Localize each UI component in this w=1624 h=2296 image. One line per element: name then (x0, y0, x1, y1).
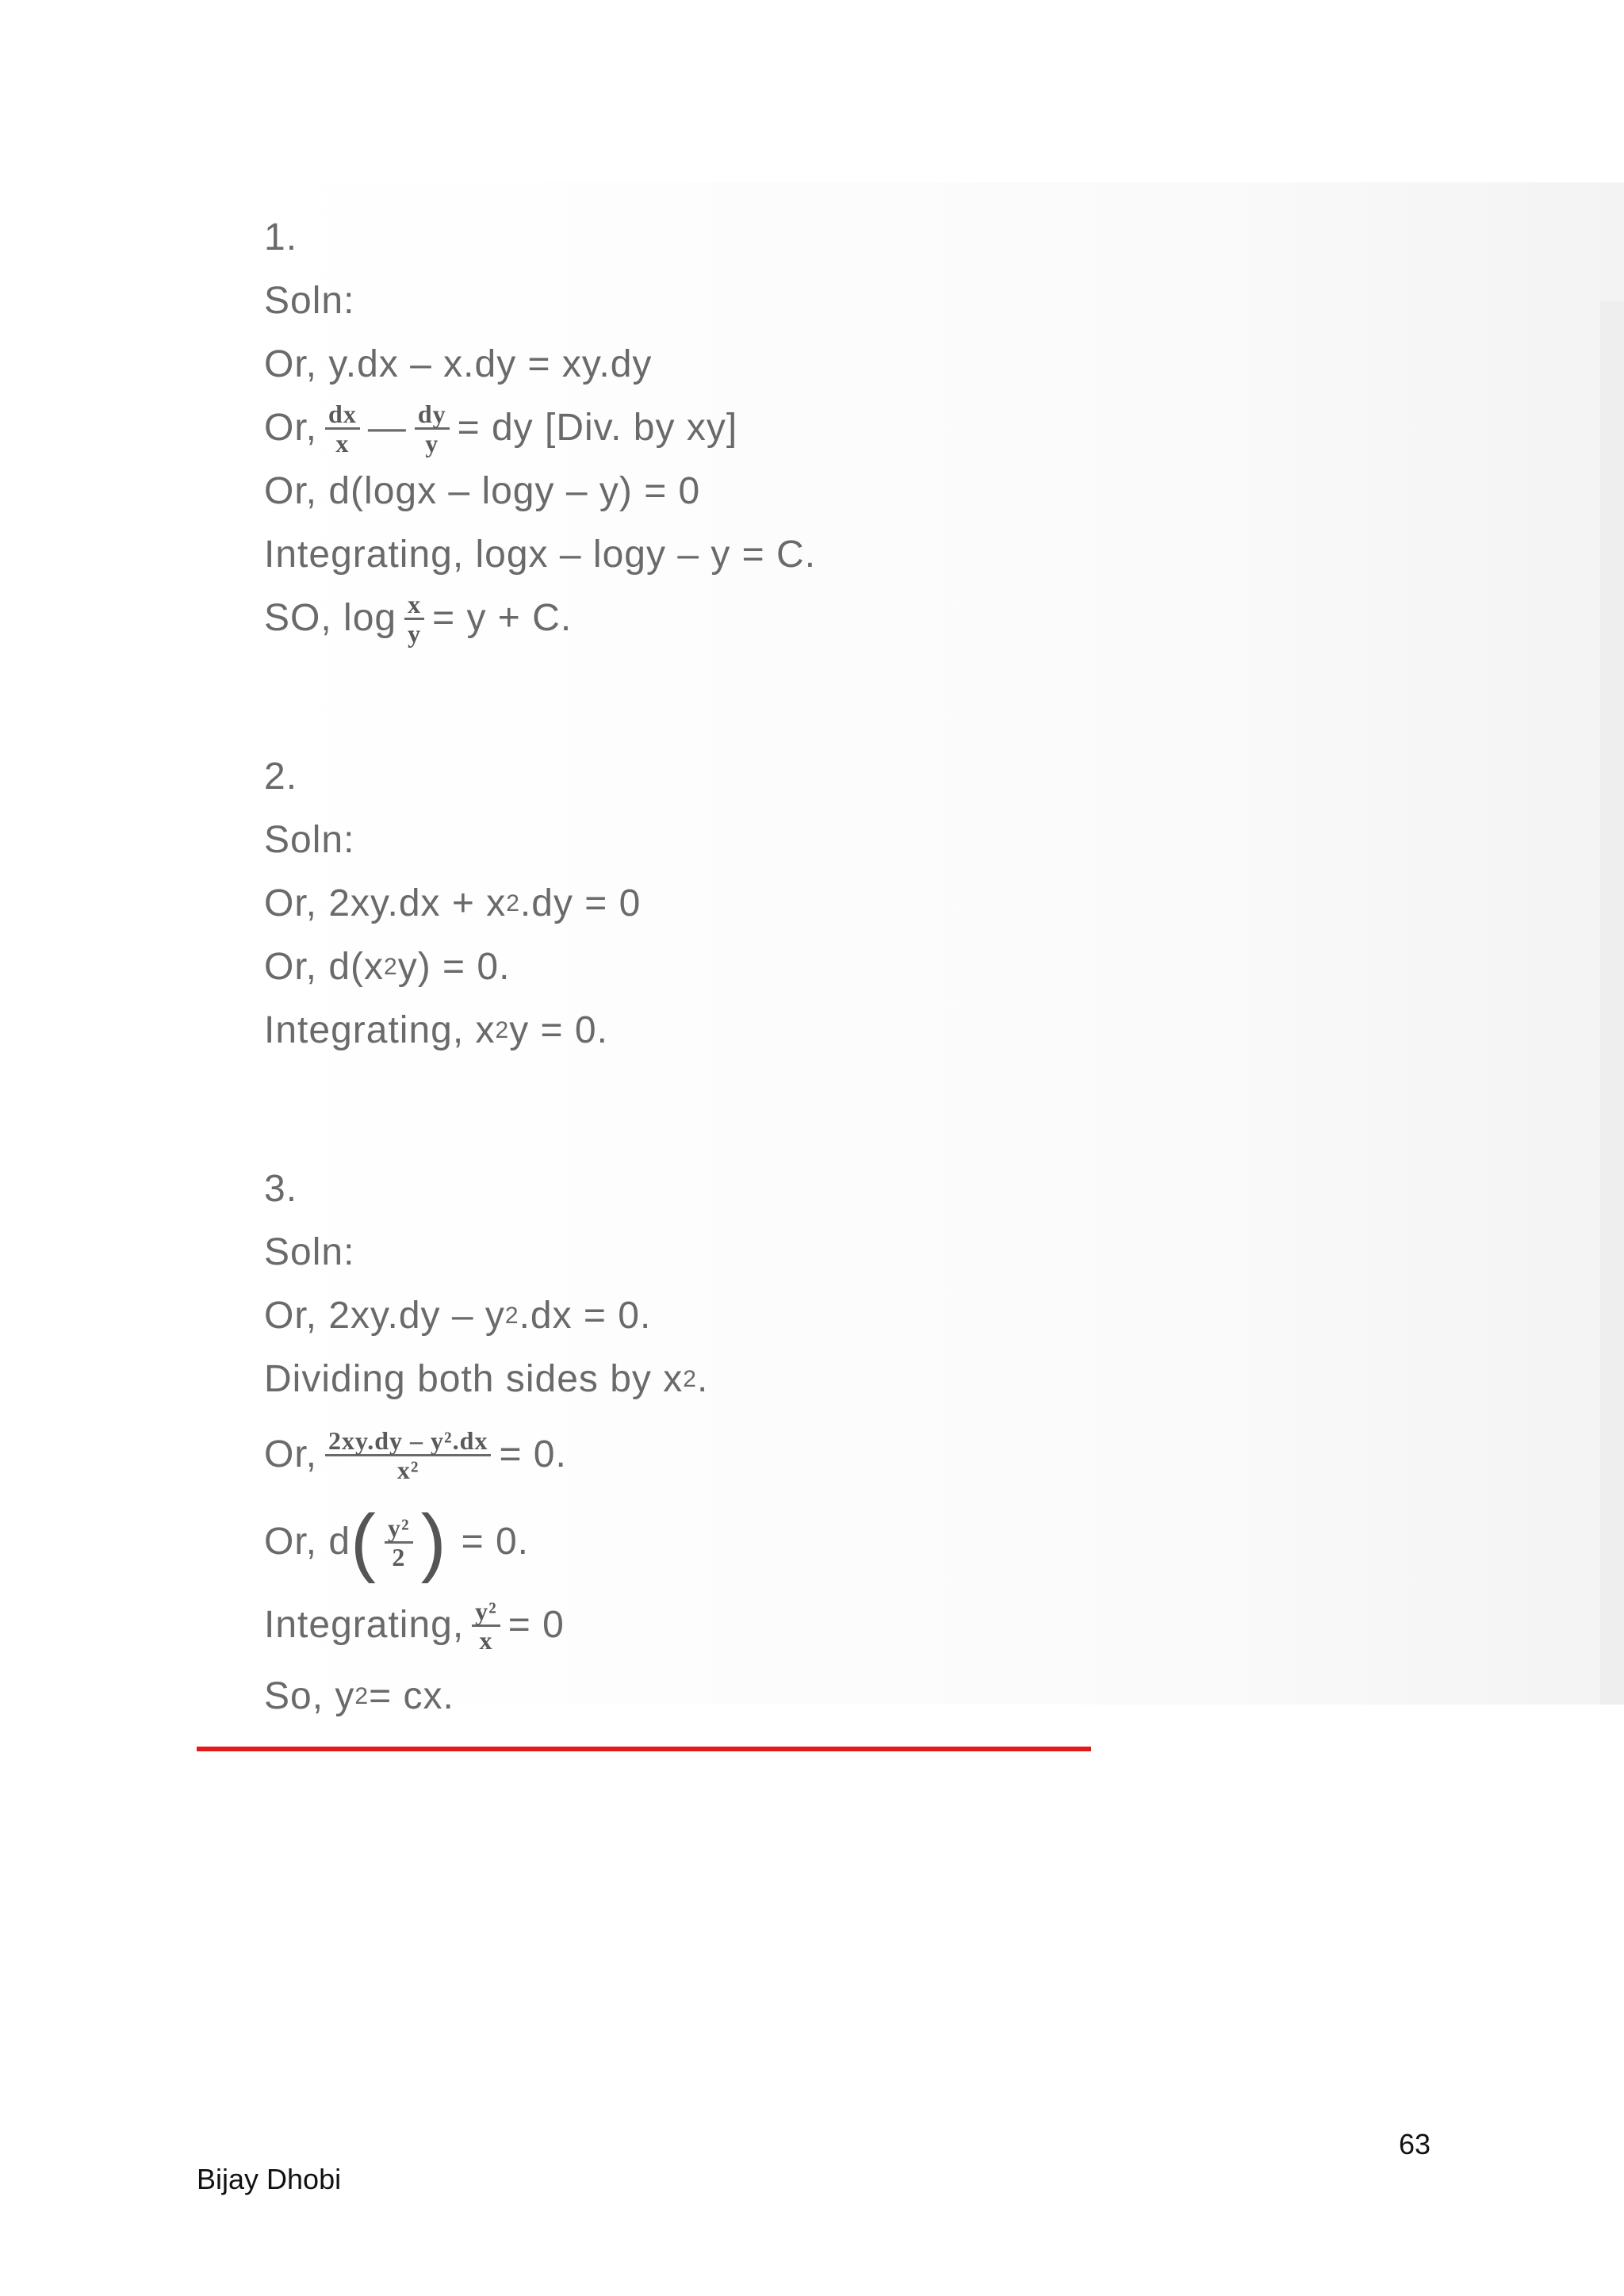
fraction-denominator: y (408, 618, 422, 648)
fraction-denominator: x² (396, 1455, 419, 1484)
fraction-numerator: x (404, 591, 424, 620)
section-gap (264, 650, 816, 745)
page-number: 63 (1399, 2128, 1431, 2160)
problem3-line5-suffix: = 0 (508, 1604, 565, 1646)
problem3-soln-label: Soln: (264, 1231, 355, 1273)
fraction-dx-over-x (325, 400, 360, 457)
problem3-line4-suffix: = 0. (461, 1521, 529, 1563)
fraction-denominator: 2 (392, 1542, 406, 1571)
problem2-line1-text: Or, 2xy.dx + x (264, 882, 507, 924)
problem3-line4-prefix: Or, d (264, 1521, 351, 1563)
problem1-line5 (264, 587, 816, 650)
problem1-line2 (264, 396, 816, 460)
fraction-expression-over-x-squared (325, 1427, 491, 1483)
problem3-line5 (264, 1586, 816, 1665)
right-parenthesis: ) (420, 1499, 447, 1584)
problem3-line1: Or, 2xy.dy – y 2 .dx = 0. (264, 1284, 816, 1348)
fraction-numerator: y² (472, 1598, 500, 1627)
fraction-denominator: x (479, 1625, 493, 1655)
problem1-line5-suffix: = y + C. (432, 597, 573, 639)
problem2-line3: Integrating, x 2 y = 0. (264, 999, 816, 1062)
problem3-line2-text: Dividing both sides by x (264, 1358, 684, 1400)
problem2-line1: Or, 2xy.dx + x 2 .dy = 0 (264, 872, 816, 936)
problem3-line3-suffix: = 0. (499, 1433, 567, 1475)
problem3-line6-text-end: = cx. (369, 1675, 454, 1717)
problem3-number: 3. (264, 1168, 298, 1210)
left-parenthesis: ( (350, 1499, 377, 1584)
problem1-line1: Or, y.dx – x.dy = xy.dy (264, 343, 653, 385)
problem2-line3-text: Integrating, x (264, 1009, 496, 1051)
problem1-number: 1. (264, 216, 298, 258)
fraction-numerator: dx (325, 400, 360, 430)
panel-edge (1600, 301, 1624, 1705)
fraction-x-over-y (404, 591, 424, 647)
problem3-line4 (264, 1498, 816, 1586)
fraction-numerator: 2xy.dy – y².dx (325, 1427, 491, 1456)
problem3-line6: So, y 2 = cx. (264, 1665, 816, 1728)
problem2-soln-label: Soln: (264, 819, 355, 861)
problem1-line3: Or, d(logx – logy – y) = 0 (264, 470, 701, 512)
solutions-content (264, 206, 816, 1728)
problem3-line2-text-end: . (696, 1358, 709, 1400)
problem1-line2-prefix: Or, (264, 407, 318, 449)
problem3-line2: Dividing both sides by x 2 . (264, 1348, 816, 1411)
fraction-y-squared-over-x (472, 1598, 500, 1654)
red-divider-line (197, 1747, 1091, 1751)
problem2-line2: Or, d(x 2 y) = 0. (264, 936, 816, 999)
problem3-line5-prefix: Integrating, (264, 1604, 465, 1646)
problem1-line4: Integrating, logx – logy – y = C. (264, 534, 817, 576)
section-gap (264, 1062, 816, 1158)
problem3-line6-text: So, y (264, 1675, 355, 1717)
problem2-number: 2. (264, 756, 298, 798)
fraction-dy-over-y (415, 400, 450, 457)
problem2-line2-text: Or, d(x (264, 946, 385, 988)
author-name: Bijay Dhobi (197, 2163, 342, 2195)
fraction-denominator: y (425, 428, 439, 457)
problem1-soln-label: Soln: (264, 280, 355, 322)
fraction-numerator: y² (385, 1514, 413, 1544)
problem2-line1-text-end: .dy = 0 (519, 882, 642, 924)
problem3-line1-text-end: .dx = 0. (519, 1295, 652, 1337)
problem1-line5-prefix: SO, log (264, 597, 397, 639)
problem3-line1-text: Or, 2xy.dy – y (264, 1295, 505, 1337)
fraction-numerator: dy (415, 400, 450, 430)
problem2-line2-text-end: y) = 0. (397, 946, 511, 988)
problem3-line3-prefix: Or, (264, 1433, 318, 1475)
problem1-line2-suffix: = dy [Div. by xy] (457, 407, 738, 449)
minus-sign: — (367, 407, 407, 449)
fraction-y-squared-over-2 (385, 1514, 413, 1571)
problem3-line3 (264, 1411, 816, 1498)
problem2-line3-text-end: y = 0. (509, 1009, 608, 1051)
fraction-denominator: x (335, 428, 350, 457)
